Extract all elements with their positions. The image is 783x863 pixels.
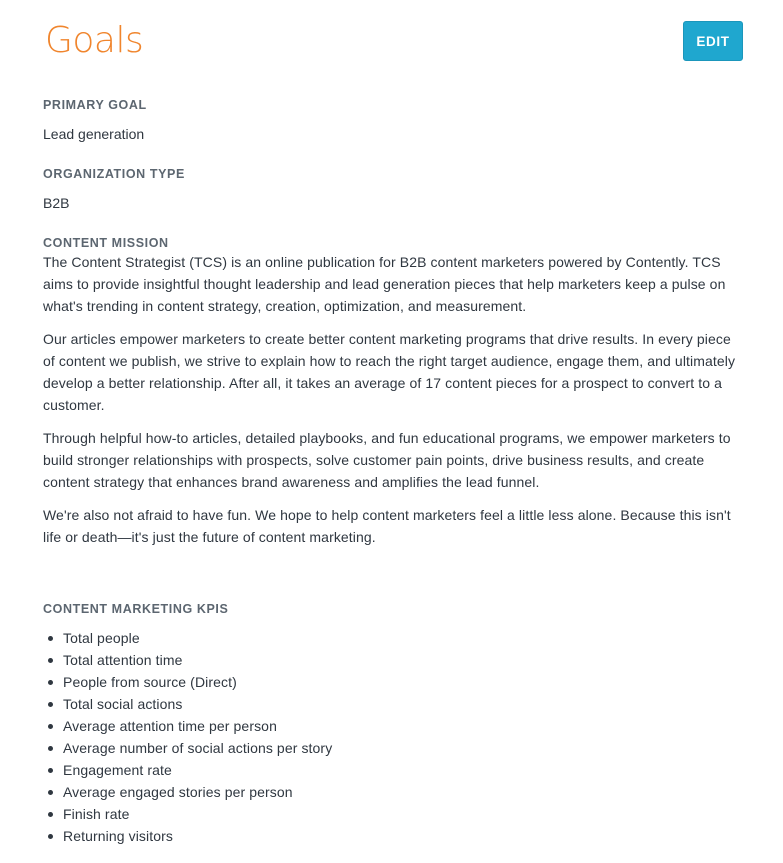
mission-paragraph: Our articles empower marketers to create better content marketing programs that drive results. In every piece of content we publish, we strive to explain how to reach the right target audience, engage them, and ultimately develop a better relationship. After all, it takes an average of 17 content pieces for a prospect to convert to a customer.: [43, 331, 736, 413]
mission-paragraph: The Content Strategist (TCS) is an online publication for B2B content marketers powered by Contently. TCS aims to provide insightful thought leadership and lead generation pieces that help marketers keep a pulse on what's trending in content strategy, creation, optimization, and measurement.: [43, 254, 726, 314]
kpi-item: Total attention time: [63, 649, 743, 671]
kpi-item: Returning visitors: [63, 825, 743, 847]
organization-type-section: [43, 166, 743, 214]
kpis-label: CONTENT MARKETING KPIS: [43, 602, 229, 616]
mission-paragraph: Through helpful how-to articles, detailed playbooks, and fun educational programs, we empower marketers to build stronger relationships with prospects, solve customer pain points, drive business results, and create content strategy that enhances brand awareness and amplifies the lead funnel.: [43, 430, 731, 490]
kpi-list: [43, 627, 743, 847]
kpi-item: Average attention time per person: [63, 715, 743, 737]
kpi-item: Engagement rate: [63, 759, 743, 781]
page-title: Goals: [45, 20, 144, 61]
kpi-item: Total social actions: [63, 693, 743, 715]
kpi-item: People from source (Direct): [63, 671, 743, 693]
content-mission-section: [43, 235, 743, 559]
content-mission-label: CONTENT MISSION: [43, 236, 169, 250]
primary-goal-value: Lead generation: [43, 126, 145, 142]
primary-goal-section: [43, 97, 743, 145]
primary-goal-label: PRIMARY GOAL: [43, 98, 147, 112]
mission-paragraph: We're also not afraid to have fun. We hope to help content marketers feel a little less alone. Because this isn't life or death—it's just the future of content marketing.: [43, 507, 731, 545]
kpi-item: Finish rate: [63, 803, 743, 825]
kpi-item: Average engaged stories per person: [63, 781, 743, 803]
edit-button[interactable]: EDIT: [683, 21, 743, 61]
kpi-item: Total people: [63, 627, 743, 649]
organization-type-value: B2B: [43, 195, 70, 211]
organization-type-label: ORGANIZATION TYPE: [43, 167, 185, 181]
kpis-section: [43, 601, 743, 847]
kpi-item: Average number of social actions per story: [63, 737, 743, 759]
